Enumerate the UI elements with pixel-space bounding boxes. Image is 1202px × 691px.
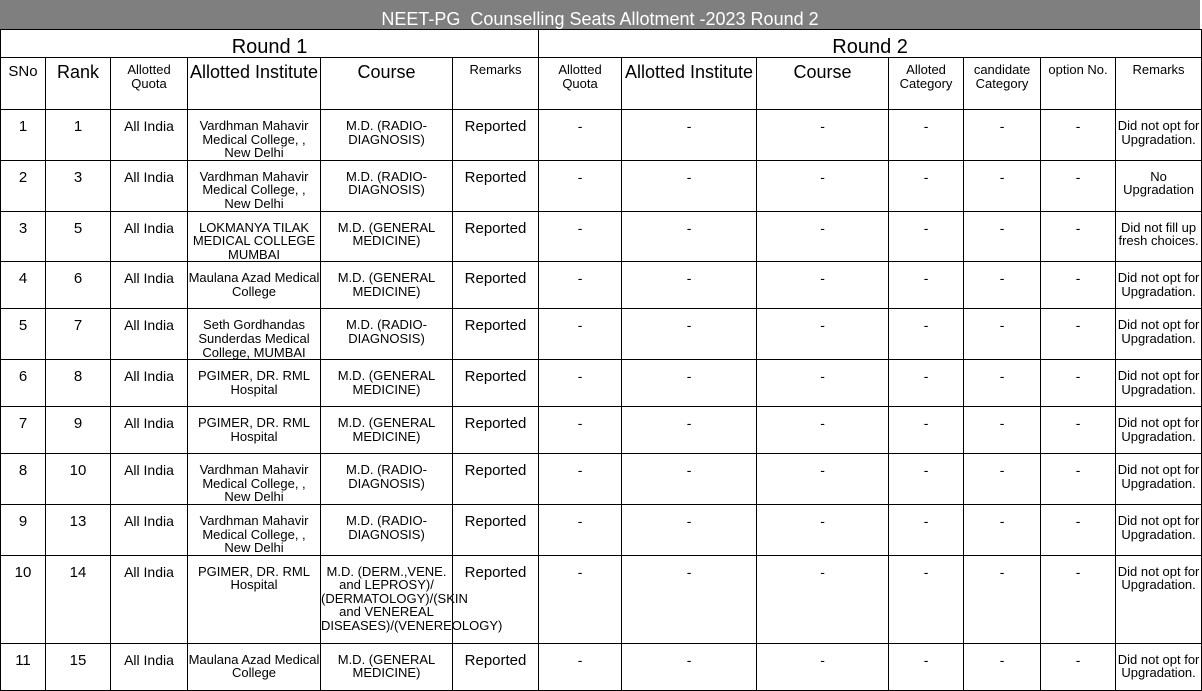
cell-r2-remarks: Did not opt for Upgradation.	[1116, 643, 1202, 690]
cell-r2-quota: -	[539, 262, 622, 309]
cell-r2-quota: -	[539, 454, 622, 505]
table-row	[1, 211, 1202, 262]
cell-quota: All India	[111, 211, 188, 262]
cell-r2-institute: -	[622, 454, 757, 505]
cell-institute: Maulana Azad Medical College	[188, 643, 321, 690]
cell-r2-category: -	[889, 110, 964, 161]
cell-r2-quota: -	[539, 309, 622, 360]
cell-quota: All India	[111, 160, 188, 211]
cell-r2-quota: -	[539, 160, 622, 211]
cell-institute: Vardhman Mahavir Medical College, , New Delhi	[188, 504, 321, 555]
cell-quota: All India	[111, 555, 188, 643]
cell-sno: 3	[1, 211, 46, 262]
cell-rank: 14	[46, 555, 111, 643]
cell-r2-category: -	[889, 360, 964, 407]
cell-r2-candidate-category: -	[964, 262, 1041, 309]
cell-remarks: Reported	[453, 643, 539, 690]
cell-r2-course: -	[757, 504, 889, 555]
cell-r2-institute: -	[622, 110, 757, 161]
cell-rank: 7	[46, 309, 111, 360]
cell-quota: All India	[111, 407, 188, 454]
cell-r2-institute: -	[622, 643, 757, 690]
col-header-r2-category: Alloted Category	[889, 58, 964, 110]
cell-r2-option: -	[1041, 110, 1116, 161]
table-row	[1, 454, 1202, 505]
cell-institute: Vardhman Mahavir Medical College, , New Delhi	[188, 110, 321, 161]
cell-r2-category: -	[889, 555, 964, 643]
round-header-row	[1, 30, 1202, 58]
cell-institute: Vardhman Mahavir Medical College, , New Delhi	[188, 454, 321, 505]
cell-sno: 5	[1, 309, 46, 360]
cell-r2-remarks: Did not opt for Upgradation.	[1116, 262, 1202, 309]
round2-header: Round 2	[539, 30, 1202, 58]
cell-remarks: Reported	[453, 555, 539, 643]
cell-sno: 6	[1, 360, 46, 407]
cell-quota: All India	[111, 262, 188, 309]
cell-r2-option: -	[1041, 504, 1116, 555]
cell-sno: 1	[1, 110, 46, 161]
table-row	[1, 504, 1202, 555]
cell-r2-remarks: Did not opt for Upgradation.	[1116, 504, 1202, 555]
cell-course: M.D. (DERM.,VENE. and LEPROSY)/ (DERMATOLOGY)/(SKIN and VENEREAL DISEASES)/(VENEREOLOGY)	[321, 555, 453, 643]
col-header-course: Course	[321, 58, 453, 110]
cell-institute: LOKMANYA TILAK MEDICAL COLLEGE MUMBAI	[188, 211, 321, 262]
cell-sno: 10	[1, 555, 46, 643]
cell-r2-candidate-category: -	[964, 454, 1041, 505]
cell-course: M.D. (GENERAL MEDICINE)	[321, 360, 453, 407]
col-header-r2-option: option No.	[1041, 58, 1116, 110]
cell-r2-category: -	[889, 309, 964, 360]
cell-quota: All India	[111, 454, 188, 505]
cell-r2-candidate-category: -	[964, 110, 1041, 161]
cell-remarks: Reported	[453, 454, 539, 505]
cell-remarks: Reported	[453, 504, 539, 555]
cell-r2-institute: -	[622, 262, 757, 309]
cell-r2-institute: -	[622, 504, 757, 555]
cell-r2-course: -	[757, 211, 889, 262]
cell-r2-option: -	[1041, 211, 1116, 262]
cell-sno: 2	[1, 160, 46, 211]
cell-institute: Seth Gordhandas Sunderdas Medical College, MUMBAI	[188, 309, 321, 360]
cell-r2-candidate-category: -	[964, 407, 1041, 454]
cell-r2-quota: -	[539, 360, 622, 407]
cell-r2-candidate-category: -	[964, 360, 1041, 407]
cell-r2-institute: -	[622, 211, 757, 262]
cell-rank: 10	[46, 454, 111, 505]
cell-institute: PGIMER, DR. RML Hospital	[188, 360, 321, 407]
cell-r2-institute: -	[622, 309, 757, 360]
cell-institute: PGIMER, DR. RML Hospital	[188, 555, 321, 643]
allotment-table	[0, 29, 1202, 691]
cell-r2-candidate-category: -	[964, 211, 1041, 262]
col-header-remarks: Remarks	[453, 58, 539, 110]
cell-r2-remarks: Did not opt for Upgradation.	[1116, 110, 1202, 161]
cell-remarks: Reported	[453, 262, 539, 309]
cell-r2-option: -	[1041, 555, 1116, 643]
cell-r2-option: -	[1041, 454, 1116, 505]
col-header-rank: Rank	[46, 58, 111, 110]
cell-r2-remarks: Did not opt for Upgradation.	[1116, 360, 1202, 407]
cell-rank: 6	[46, 262, 111, 309]
cell-course: M.D. (RADIO-DIAGNOSIS)	[321, 309, 453, 360]
table-row	[1, 262, 1202, 309]
cell-r2-category: -	[889, 262, 964, 309]
cell-remarks: Reported	[453, 211, 539, 262]
cell-r2-course: -	[757, 360, 889, 407]
cell-r2-institute: -	[622, 407, 757, 454]
cell-r2-candidate-category: -	[964, 309, 1041, 360]
cell-r2-category: -	[889, 504, 964, 555]
cell-r2-candidate-category: -	[964, 555, 1041, 643]
cell-r2-course: -	[757, 407, 889, 454]
cell-r2-quota: -	[539, 504, 622, 555]
col-header-institute: Allotted Institute	[188, 58, 321, 110]
cell-r2-option: -	[1041, 262, 1116, 309]
cell-r2-option: -	[1041, 160, 1116, 211]
cell-sno: 9	[1, 504, 46, 555]
cell-rank: 8	[46, 360, 111, 407]
cell-r2-remarks: Did not opt for Upgradation.	[1116, 454, 1202, 505]
cell-remarks: Reported	[453, 110, 539, 161]
cell-r2-quota: -	[539, 110, 622, 161]
cell-r2-category: -	[889, 407, 964, 454]
cell-r2-institute: -	[622, 555, 757, 643]
cell-quota: All India	[111, 309, 188, 360]
document-title: NEET-PG Counselling Seats Allotment -2023 Round 2	[0, 0, 1200, 29]
cell-rank: 3	[46, 160, 111, 211]
cell-r2-remarks: Did not fill up fresh choices.	[1116, 211, 1202, 262]
cell-remarks: Reported	[453, 360, 539, 407]
cell-course: M.D. (GENERAL MEDICINE)	[321, 262, 453, 309]
cell-r2-candidate-category: -	[964, 160, 1041, 211]
table-row	[1, 160, 1202, 211]
cell-rank: 1	[46, 110, 111, 161]
cell-r2-institute: -	[622, 160, 757, 211]
cell-r2-category: -	[889, 643, 964, 690]
col-header-r2-institute: Allotted Institute	[622, 58, 757, 110]
cell-institute: PGIMER, DR. RML Hospital	[188, 407, 321, 454]
col-header-sno: SNo	[1, 58, 46, 110]
cell-r2-course: -	[757, 160, 889, 211]
cell-sno: 4	[1, 262, 46, 309]
column-header-row	[1, 58, 1202, 110]
table-row	[1, 360, 1202, 407]
cell-quota: All India	[111, 360, 188, 407]
cell-quota: All India	[111, 110, 188, 161]
cell-course: M.D. (GENERAL MEDICINE)	[321, 407, 453, 454]
col-header-r2-remarks: Remarks	[1116, 58, 1202, 110]
cell-r2-option: -	[1041, 407, 1116, 454]
table-row	[1, 555, 1202, 643]
col-header-r2-course: Course	[757, 58, 889, 110]
cell-course: M.D. (GENERAL MEDICINE)	[321, 643, 453, 690]
cell-r2-option: -	[1041, 643, 1116, 690]
table-row	[1, 110, 1202, 161]
cell-r2-quota: -	[539, 643, 622, 690]
cell-r2-course: -	[757, 454, 889, 505]
cell-r2-candidate-category: -	[964, 504, 1041, 555]
cell-r2-remarks: Did not opt for Upgradation.	[1116, 555, 1202, 643]
cell-r2-course: -	[757, 643, 889, 690]
table-row	[1, 643, 1202, 690]
cell-course: M.D. (RADIO-DIAGNOSIS)	[321, 110, 453, 161]
cell-rank: 13	[46, 504, 111, 555]
cell-r2-institute: -	[622, 360, 757, 407]
round1-header: Round 1	[1, 30, 539, 58]
col-header-quota: Allotted Quota	[111, 58, 188, 110]
cell-quota: All India	[111, 504, 188, 555]
cell-r2-quota: -	[539, 407, 622, 454]
cell-r2-course: -	[757, 309, 889, 360]
col-header-r2-candidate-category: candidate Category	[964, 58, 1041, 110]
cell-remarks: Reported	[453, 407, 539, 454]
cell-quota: All India	[111, 643, 188, 690]
cell-r2-course: -	[757, 110, 889, 161]
cell-rank: 5	[46, 211, 111, 262]
cell-rank: 15	[46, 643, 111, 690]
table-row	[1, 407, 1202, 454]
cell-institute: Maulana Azad Medical College	[188, 262, 321, 309]
cell-r2-remarks: No Upgradation	[1116, 160, 1202, 211]
cell-remarks: Reported	[453, 160, 539, 211]
cell-sno: 7	[1, 407, 46, 454]
cell-course: M.D. (RADIO-DIAGNOSIS)	[321, 504, 453, 555]
cell-r2-candidate-category: -	[964, 643, 1041, 690]
cell-course: M.D. (GENERAL MEDICINE)	[321, 211, 453, 262]
cell-r2-course: -	[757, 262, 889, 309]
cell-rank: 9	[46, 407, 111, 454]
cell-remarks: Reported	[453, 309, 539, 360]
table-row	[1, 309, 1202, 360]
cell-sno: 8	[1, 454, 46, 505]
cell-r2-quota: -	[539, 211, 622, 262]
cell-r2-option: -	[1041, 309, 1116, 360]
cell-r2-quota: -	[539, 555, 622, 643]
cell-r2-option: -	[1041, 360, 1116, 407]
cell-r2-category: -	[889, 454, 964, 505]
cell-r2-category: -	[889, 211, 964, 262]
cell-r2-course: -	[757, 555, 889, 643]
cell-r2-category: -	[889, 160, 964, 211]
cell-r2-remarks: Did not opt for Upgradation.	[1116, 407, 1202, 454]
cell-institute: Vardhman Mahavir Medical College, , New Delhi	[188, 160, 321, 211]
cell-sno: 11	[1, 643, 46, 690]
cell-r2-remarks: Did not opt for Upgradation.	[1116, 309, 1202, 360]
cell-course: M.D. (RADIO-DIAGNOSIS)	[321, 454, 453, 505]
cell-course: M.D. (RADIO-DIAGNOSIS)	[321, 160, 453, 211]
col-header-r2-quota: Allotted Quota	[539, 58, 622, 110]
